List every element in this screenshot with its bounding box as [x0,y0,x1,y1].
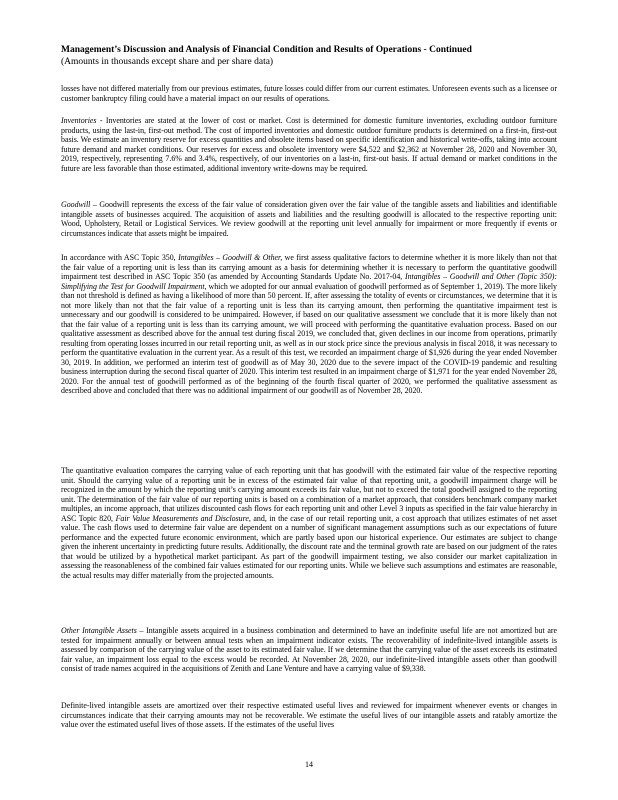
paragraph-asc-topic-350 [61,253,557,396]
term-other-intangible-assets: Other Intangible Assets [61,626,137,635]
citation-intangibles-goodwill-other: Intangibles – Goodwill & Other, [178,253,283,262]
paragraph-quantitative-evaluation [61,466,557,580]
page-title: Management’s Discussion and Analysis of Financial Condition and Results of Operations - Continued [61,45,472,55]
term-goodwill: Goodwill [61,200,91,209]
paragraph-goodwill [61,200,557,238]
page-subtitle: (Amounts in thousands except share and per share data) [61,57,274,67]
paragraph-losses [61,84,557,103]
paragraph-text: The quantitative evaluation compares the carrying value of each reporting unit that has goodwill with the estimated fair value of the respective reporting unit. Should the carrying value of a reporting unit be in excess of the estimated fair value of that reporting unit, a goodwill impairment charge will be recognized in the amount by which the reporting unit’s carrying amount exceeds its fair value, but not to exceed the total goodwill assigned to the reporting unit. The determination of the fair value of our reporting units is based on a combination of a market approach, that considers benchmark company market multiples, an income approach, that utilizes discounted cash flows for each reporting unit and other Level 3 inputs as specified in the fair value hierarchy in ASC Topic 820, [61,466,557,523]
paragraph-text: In accordance with ASC Topic 350, [61,253,179,262]
paragraph-text: – Intangible assets acquired in a business combination and determined to have an indefinite useful life are not amortized but are tested for impairment annually or between annual tests when an impairment indicator exists. The recoverability of indefinite-lived intangible assets is assessed by comparison of the carrying value of the asset to its estimated fair value. If we determine that the carrying value of the asset exceeds its estimated fair value, an impairment loss equal to the excess would be recorded. At November 28, 2020, our indefinite-lived intangible assets other than goodwill consist of trade names acquired in the acquisitions of Zenith and Lane Venture and have a carrying value of $9,338. [61,626,558,673]
paragraph-text: Definite-lived intangible assets are amortized over their respective estimated useful lives and reviewed for impairment whenever events or changes in circumstances indicate that their carrying amounts may not be recoverable. We estimate the useful lives of our intangible assets and ratably amortize the value over the estimated useful lives of those assets. If the estimates of the useful lives [61,701,557,729]
paragraph-definite-lived [61,701,557,730]
paragraph-text: , which we adopted for our annual evaluation of goodwill performed as of September 1, 2019). The more likely than not threshold is defined as having a likelihood of more than 50 percent. If, after assessing the totality of events or circumstances, we determine that it is not more likely than not that the fair value of a reporting unit is less than its carrying amount, then performing the quantitative impairment test is unnecessary and our goodwill is considered to be unimpaired. However, if based on our qualitative assessment we conclude that it is more likely than not that the fair value of a reporting unit is less than its carrying amount, we will proceed with performing the quantitative evaluation process. Based on our qualitative assessment as described above for the annual test during fiscal 2019, we concluded that, given declines in our income from operations, primarily resulting from operating losses incurred in our retail reporting unit, as well as in our stock price since the previous analysis in fiscal 2018, it was necessary to perform the quantitative evaluation in the current year. As a result of this test, we recorded an impairment charge of $1,926 during the year ended November 30, 2019. In addition, we performed an interim test of goodwill as of May 30, 2020 due to the severe impact of the COVID-19 pandemic and resulting business interruption during the second fiscal quarter of 2020. This interim test resulted in an impairment charge of $1,971 for the year ended November 28, 2020. For the annual test of goodwill performed as of the beginning of the fourth fiscal quarter of 2020, we performed the qualitative assessment as described above and concluded that there was no additional impairment of our goodwill as of November 28, 2020. [61,281,557,395]
citation-fair-value-measurements: Fair Value Measurements and Disclosure [115,513,249,523]
paragraph-text: – Goodwill represents the excess of the fair value of consideration given over the fair value of the tangible assets and liabilities and identifiable intangible assets of businesses acquired. The acquisition of assets and liabilities and the resulting goodwill is allocated to the respective reporting unit: Wood, Upholstery, Retail or Logistical Services. We review goodwill at the reporting unit level annually for impairment or more frequently if events or circumstances indicate that assets might be impaired. [61,200,557,238]
paragraph-text: losses have not differed materially from our previous estimates, future losses could differ from our current estimates. Unforeseen events such as a licensee or customer bankruptcy filing could have a material impact on our results of operations. [61,84,557,103]
citation-asu-2017-04: Intangibles – Goodwill and Other (Topic 350): Simplifying the Test for Goodwill Impairment [61,272,558,291]
term-inventories: Inventories [61,116,97,125]
page-number: 14 [305,760,313,769]
paragraph-text: , and, in the case of our retail reporting unit, a cost approach that utilizes estimates of net asset value. The cash flows used to determine fair value are dependent on a number of significant management assumptions such as our expectations of future performance and the expected future economic environment, which are partly based upon our historical experience. Our estimates are subject to change given the inherent uncertainty in predicting future results. Additionally, the discount rate and the terminal growth rate are based on our judgment of the rates that would be utilized by a hypothetical market participant. As part of the goodwill impairment testing, we also consider our market capitalization in assessing the reasonableness of the combined fair values estimated for our reporting units. While we believe such assumptions and estimates are reasonable, the actual results may differ materially from the projected amounts. [61,513,557,580]
paragraph-other-intangible-assets [61,626,557,674]
paragraph-text: - Inventories are stated at the lower of cost or market. Cost is determined for domestic furniture inventories, excluding outdoor furniture products, using the last-in, first-out method. The cost of imported inventories and domestic outdoor furniture products is determined on a first-in, first-out basis. We estimate an inventory reserve for excess quantities and obsolete items based on specific identification and historical write-offs, taking into account future demand and market conditions. Our reserves for excess and obsolete inventory were $4,522 and $2,362 at November 28, 2020 and November 30, 2019, respectively, representing 7.6% and 3.4%, respectively, of our inventories on a last-in, first-out basis. If actual demand or market conditions in the future are less favorable than those estimated, additional inventory write-downs may be required. [61,116,557,173]
paragraph-inventories [61,116,557,173]
paragraph-text: we first assess qualitative factors to determine whether it is more likely than not that the fair value of a reporting unit is less than its carrying amount as a basis for determining whether it is necessary to perform the quantitative goodwill impairment test described in ASC Topic 350 (as amended by Accounting Standards Update No. 2017-04, [61,253,557,281]
